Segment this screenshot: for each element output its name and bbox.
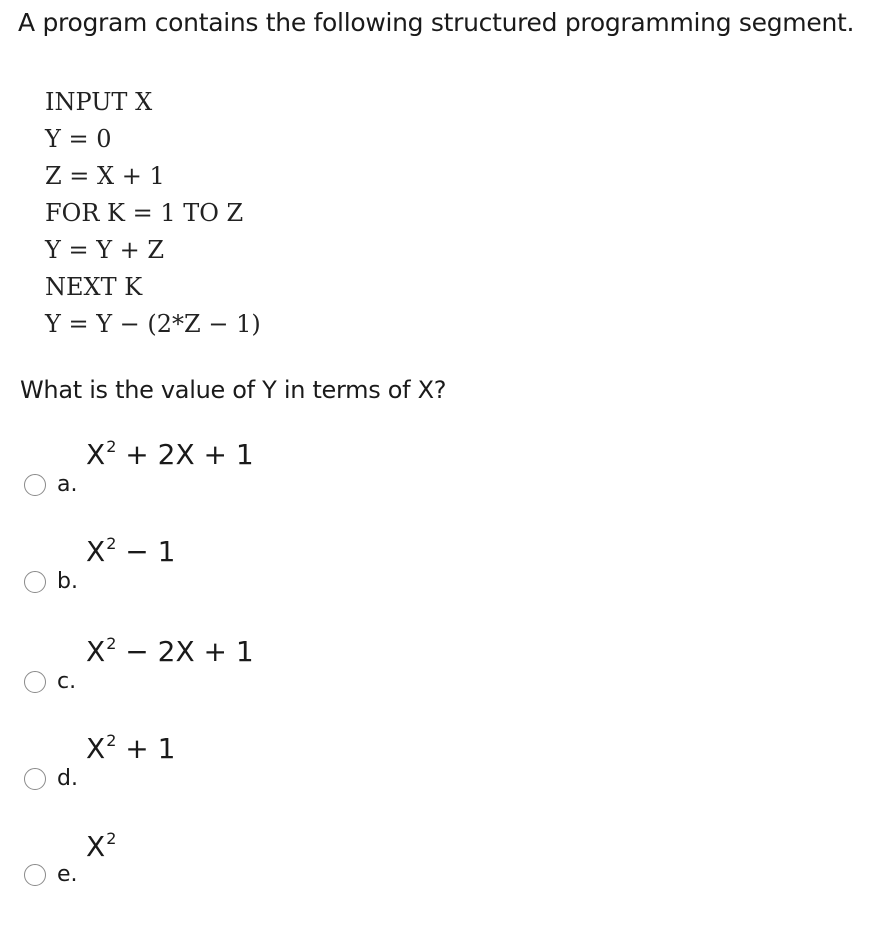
option-expression [86,535,175,568]
answer-option-d[interactable] [0,730,872,820]
code-line: Y = Y + Z [45,236,165,264]
radio-button-c[interactable] [24,671,46,693]
expr-rest: − 1 [116,535,176,568]
option-expression [86,830,116,863]
expr-base: X [86,830,106,863]
expr-exponent: 2 [106,730,117,750]
radio-button-e[interactable] [24,864,46,886]
answer-option-b[interactable] [0,533,872,623]
question-title: A program contains the following structured programming segment. [18,8,855,37]
answer-option-a[interactable] [0,436,872,526]
option-letter: a. [57,472,78,497]
code-line: Z = X + 1 [45,162,165,190]
expr-rest: + 2X + 1 [116,438,254,471]
code-segment [45,84,261,343]
option-letter: b. [57,569,78,594]
option-letter: d. [57,766,78,791]
question-prompt: What is the value of Y in terms of X? [20,376,447,404]
radio-button-d[interactable] [24,768,46,790]
expr-rest: − 2X + 1 [116,635,254,668]
expr-base: X [86,438,106,471]
expr-rest: + 1 [116,732,176,765]
expr-exponent: 2 [106,828,117,848]
answer-option-c[interactable] [0,633,872,723]
option-expression [86,635,254,668]
expr-exponent: 2 [106,633,117,653]
expr-base: X [86,635,106,668]
answer-option-e[interactable] [0,828,872,918]
radio-button-b[interactable] [24,571,46,593]
expr-exponent: 2 [106,436,117,456]
code-line: INPUT X [45,88,153,116]
expr-exponent: 2 [106,533,117,553]
option-letter: c. [57,669,77,694]
code-line: Y = 0 [45,125,112,153]
option-expression [86,732,175,765]
code-line: FOR K = 1 TO Z [45,199,244,227]
expr-base: X [86,535,106,568]
expr-base: X [86,732,106,765]
option-expression [86,438,254,471]
option-letter: e. [57,862,78,887]
radio-button-a[interactable] [24,474,46,496]
code-line: NEXT K [45,273,143,301]
code-line: Y = Y − (2*Z − 1) [45,310,261,338]
